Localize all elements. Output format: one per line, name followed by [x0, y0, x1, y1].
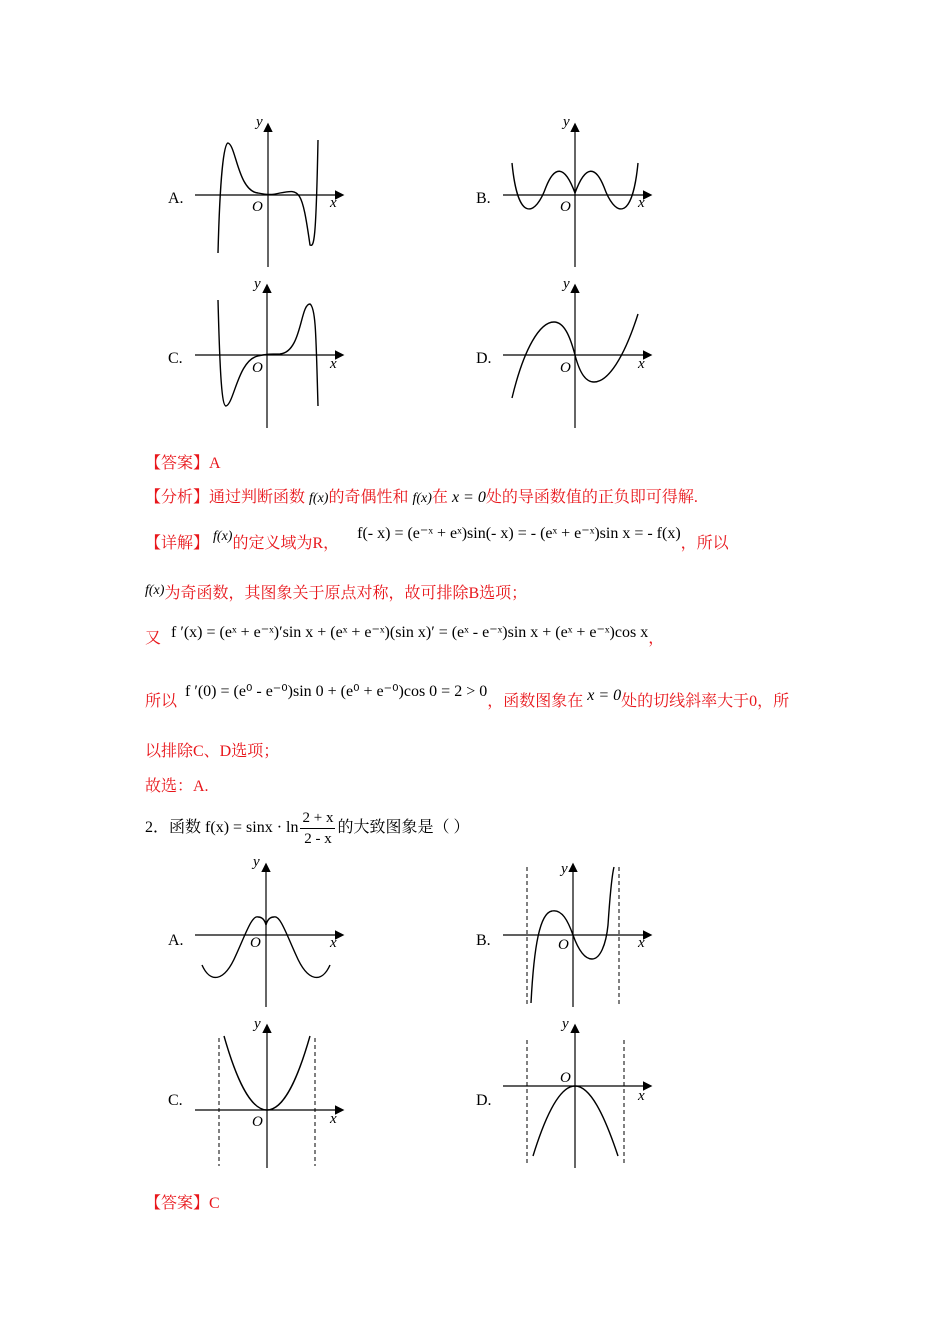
detail-comma: ，	[648, 630, 665, 647]
detail-fx-2: f(x)	[145, 583, 165, 598]
q1-option-b: B.	[476, 190, 491, 207]
analysis-x0: x = 0	[451, 489, 486, 506]
q1-detail-line1	[145, 525, 729, 553]
q2-frac-num: 2 + x	[300, 808, 335, 829]
x-axis-label: x	[330, 356, 337, 372]
x-axis-label: x	[330, 1111, 337, 1127]
detail-text-1: 的定义域为R，	[232, 535, 340, 552]
x-axis-label: x	[638, 195, 645, 211]
q1-answer	[145, 450, 221, 473]
q1-analysis	[145, 484, 698, 507]
q2-graph-b	[498, 855, 668, 1015]
origin-label: O	[560, 199, 571, 215]
y-axis-label: y	[256, 115, 263, 130]
q2-graph-a	[190, 855, 360, 1015]
q2-prefix: 函数	[169, 819, 202, 837]
q2-function: f(x) = sinx · ln	[205, 819, 299, 837]
detail-tag: 【详解】	[145, 535, 210, 552]
q2-frac-den: 2 - x	[304, 831, 332, 847]
q2-graph-c	[190, 1018, 360, 1173]
origin-label: O	[560, 1070, 571, 1086]
analysis-text-2: 的奇偶性和	[328, 489, 409, 506]
origin-label: O	[558, 937, 569, 953]
analysis-text-3: 在	[431, 489, 448, 506]
answer-tag: 【答案】	[145, 455, 210, 472]
analysis-text-1: 通过判断函数	[209, 489, 306, 506]
y-axis-label: y	[254, 1018, 261, 1032]
q2-graph-d	[498, 1018, 668, 1173]
analysis-tag: 【分析】	[145, 489, 210, 506]
q2-option-b: B.	[476, 932, 491, 949]
detail-x0: x = 0	[587, 687, 622, 704]
detail-text-4: 处的切线斜率大于0，所	[621, 693, 790, 710]
analysis-fx-1: f(x)	[309, 491, 329, 506]
q1-graph-b	[498, 115, 668, 275]
q1-detail-line4	[145, 683, 790, 711]
q1-detail-line5: 以排除C、D选项；	[145, 743, 280, 760]
detail-equation-2: f ′(x) = (eˣ + e⁻ˣ)′sin x + (eˣ + e⁻ˣ)(sin x)′ = (eˣ - e⁻ˣ)sin x + (eˣ + e⁻ˣ)cos x	[171, 624, 649, 641]
y-axis-label: y	[561, 861, 568, 877]
q2-stem	[145, 808, 469, 849]
q2-fraction	[300, 808, 335, 849]
q1-option-c: C.	[168, 350, 183, 367]
q1-graph-d	[498, 278, 668, 433]
answer-tag: 【答案】	[145, 1195, 210, 1212]
origin-label: O	[252, 360, 263, 376]
detail-text-odd: 为奇函数，其图象关于原点对称，故可排除B选项；	[164, 585, 528, 602]
q1-option-a: A.	[168, 190, 184, 207]
y-axis-label: y	[563, 278, 570, 292]
y-axis-label: y	[563, 115, 570, 130]
detail-suoyi: 所以	[145, 693, 178, 710]
origin-label: O	[252, 1114, 263, 1130]
origin-label: O	[560, 360, 571, 376]
analysis-text-4: 处的导函数值的正负即可得解.	[485, 489, 698, 506]
q1-option-d: D.	[476, 350, 492, 367]
detail-text-3: ，函数图象在	[487, 693, 584, 710]
origin-label: O	[250, 935, 261, 951]
y-axis-label: y	[253, 855, 260, 870]
x-axis-label: x	[638, 935, 645, 951]
answer-value: A	[209, 455, 221, 472]
x-axis-label: x	[638, 356, 645, 372]
x-axis-label: x	[638, 1088, 645, 1104]
q2-suffix: 的大致图象是（ ）	[337, 819, 470, 837]
x-axis-label: x	[330, 935, 337, 951]
detail-equation-1: f(- x) = (e⁻ˣ + eˣ)sin(- x) = - (eˣ + e⁻ˣ)sin x = - f(x)	[357, 525, 681, 542]
detail-fx: f(x)	[213, 529, 233, 544]
analysis-fx-2: f(x)	[412, 491, 432, 506]
y-axis-label: y	[562, 1018, 569, 1032]
detail-text-2: ，所以	[680, 535, 729, 552]
q2-answer	[145, 1190, 220, 1213]
q2-option-c: C.	[168, 1092, 183, 1109]
detail-equation-3: f ′(0) = (e⁰ - e⁻⁰)sin 0 + (e⁰ + e⁻⁰)cos 0 = 2 > 0	[185, 683, 488, 700]
detail-you: 又	[145, 630, 162, 647]
q1-detail-line3	[145, 625, 664, 648]
x-axis-label: x	[330, 195, 337, 211]
origin-label: O	[252, 199, 263, 215]
q1-detail-line2	[145, 580, 527, 603]
q2-number: 2．	[145, 819, 170, 837]
answer-value: C	[209, 1195, 220, 1212]
q1-graph-c	[190, 278, 360, 433]
q1-conclusion: 故选：A.	[145, 778, 209, 795]
q2-option-a: A.	[168, 932, 184, 949]
q1-graph-a	[190, 115, 360, 275]
y-axis-label: y	[254, 278, 261, 292]
q2-option-d: D.	[476, 1092, 492, 1109]
